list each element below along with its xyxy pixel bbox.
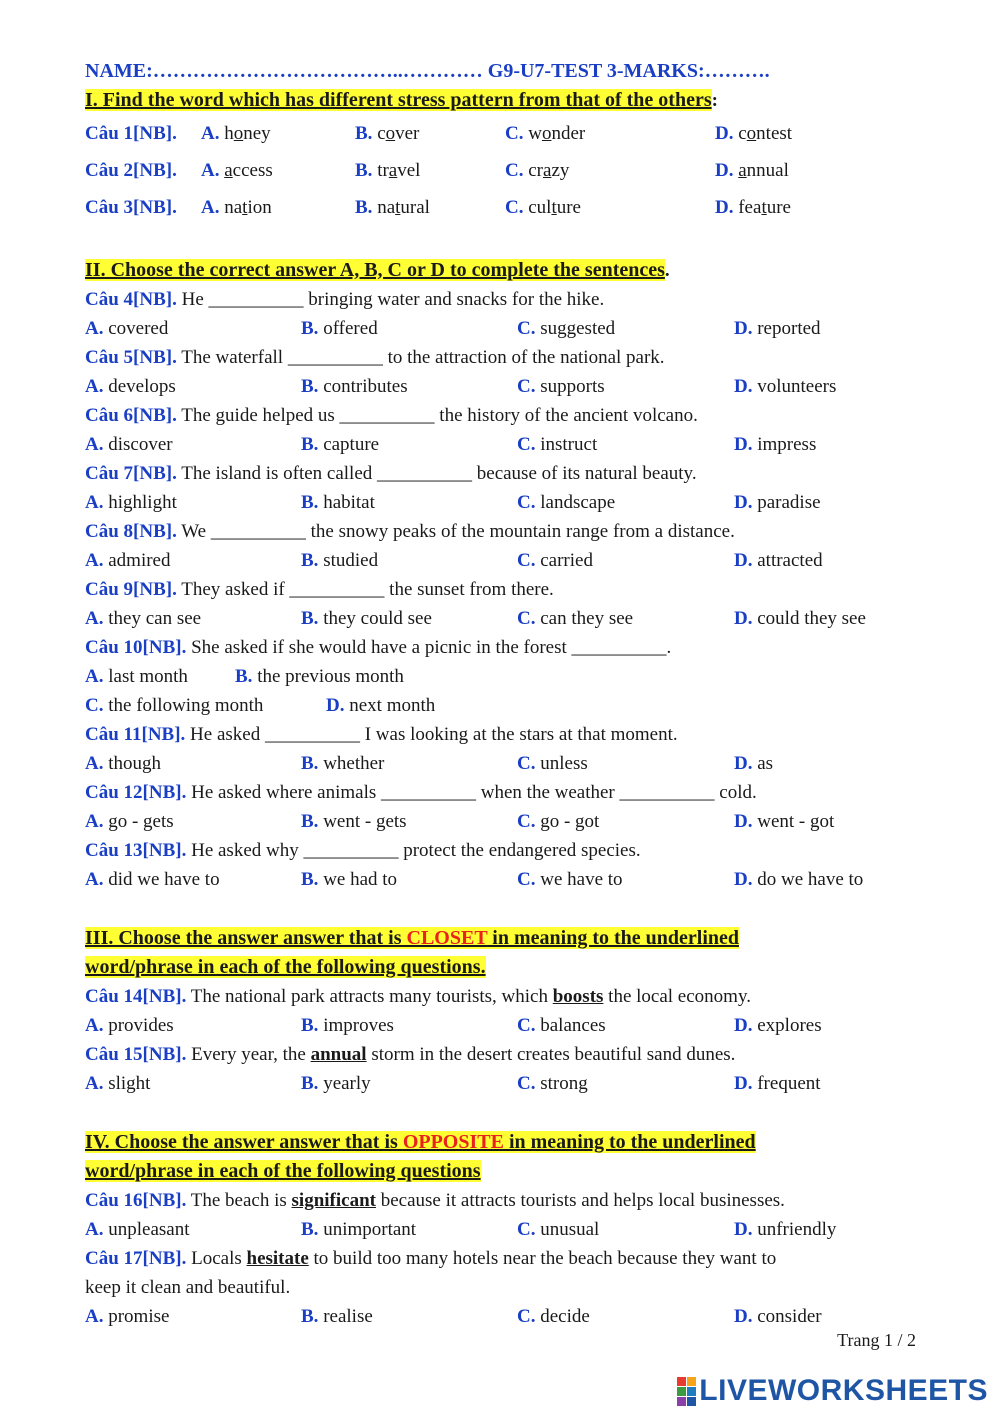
- question: [85, 115, 925, 152]
- option-d[interactable]: D. impress: [734, 434, 817, 455]
- option-d[interactable]: D. could they see: [734, 608, 866, 629]
- option-d[interactable]: D. paradise: [734, 492, 821, 513]
- option-a[interactable]: A. provides: [85, 1015, 174, 1036]
- options-row: [85, 314, 925, 343]
- underlined-keyword: significant: [291, 1190, 376, 1211]
- question: [85, 1040, 925, 1069]
- option-a[interactable]: A. last month: [85, 666, 188, 687]
- option-d[interactable]: D. frequent: [734, 1073, 821, 1094]
- option-b[interactable]: B. they could see: [301, 608, 432, 629]
- question-10: [85, 633, 925, 662]
- option-b[interactable]: B. capture: [301, 434, 380, 455]
- option-b[interactable]: B. improves: [301, 1015, 394, 1036]
- section3-title-line1: [85, 924, 925, 953]
- question-label: Câu 5[NB].: [85, 347, 177, 368]
- logo-square: [687, 1377, 696, 1386]
- option-c[interactable]: C. decide: [517, 1306, 590, 1327]
- section4-title-b: in meaning to the underlined: [503, 1131, 756, 1153]
- question-label: Câu 7[NB].: [85, 463, 177, 484]
- option-a[interactable]: A. discover: [85, 434, 173, 455]
- question-label: Câu 10[NB].: [85, 637, 187, 658]
- option-a[interactable]: A. they can see: [85, 608, 202, 629]
- question-text: He asked why __________ protect the endangered species.: [191, 840, 641, 861]
- question: [85, 836, 925, 865]
- options-row: [85, 749, 925, 778]
- options-row: [85, 604, 925, 633]
- q10-options-row1: [85, 662, 925, 691]
- section3-title-line2: [85, 953, 925, 982]
- logo-square: [687, 1387, 696, 1396]
- option-d[interactable]: D. explores: [734, 1015, 822, 1036]
- section4-title-line2-text: word/phrase in each of the following questions: [85, 1160, 481, 1182]
- option-c[interactable]: C. balances: [517, 1015, 606, 1036]
- section2-title: II. Choose the correct answer A, B, C or D to complete the sentences: [85, 259, 665, 281]
- option-b[interactable]: B. cover: [355, 123, 420, 144]
- question-label: Câu 12[NB].: [85, 782, 187, 803]
- question-text: We __________ the snowy peaks of the mountain range from a distance.: [181, 521, 735, 542]
- section3-title-red: CLOSET: [406, 927, 488, 949]
- question-label: Câu 11[NB].: [85, 724, 186, 745]
- option-a[interactable]: A. covered: [85, 318, 169, 339]
- q10-options-row2: [85, 691, 925, 720]
- option-c[interactable]: C. strong: [517, 1073, 588, 1094]
- header-line: NAME:………………………………..………… G9-U7-TEST 3-MARKS:……….: [85, 60, 770, 82]
- options-row: [85, 865, 925, 894]
- section1-title-suffix: :: [711, 90, 718, 111]
- question-label: Câu 4[NB].: [85, 289, 177, 310]
- option-a[interactable]: A. though: [85, 753, 162, 774]
- section3-title-line2-text: word/phrase in each of the following questions.: [85, 956, 486, 978]
- logo-square: [677, 1377, 686, 1386]
- options-row: [85, 1069, 925, 1098]
- option-b[interactable]: B. whether: [301, 753, 385, 774]
- option-a[interactable]: A. unpleasant: [85, 1219, 190, 1240]
- option-c[interactable]: C. crazy: [505, 160, 570, 181]
- options-row: [85, 372, 925, 401]
- section4-title-line2: [85, 1157, 925, 1186]
- option-a[interactable]: A. did we have to: [85, 869, 220, 890]
- option-c[interactable]: C. go - got: [517, 811, 600, 832]
- liveworksheets-logo-icon: [677, 1377, 696, 1406]
- question-label: Câu 8[NB].: [85, 521, 177, 542]
- section1-title-line: [85, 86, 925, 115]
- options-row: [85, 430, 925, 459]
- option-d[interactable]: D. attracted: [734, 550, 823, 571]
- option-d[interactable]: D. contest: [715, 123, 793, 144]
- question-label: Câu 14[NB].: [85, 986, 187, 1007]
- option-c[interactable]: C. suggested: [517, 318, 616, 339]
- option-c[interactable]: C. supports: [517, 376, 605, 397]
- question: [85, 982, 925, 1011]
- option-c[interactable]: C. the following month: [85, 695, 264, 716]
- option-d[interactable]: D. consider: [734, 1306, 822, 1327]
- brand-name: LIVEWORKSHEETS: [699, 1374, 988, 1407]
- section1-questions: [85, 115, 925, 226]
- option-b[interactable]: B. travel: [355, 160, 421, 181]
- question: [85, 152, 925, 189]
- option-c[interactable]: C. culture: [505, 197, 581, 218]
- section2-title-suffix: .: [664, 260, 670, 281]
- question-label: Câu 2[NB].: [85, 160, 177, 181]
- section4-title-red: OPPOSITE: [402, 1131, 504, 1153]
- underlined-keyword: annual: [310, 1044, 367, 1065]
- option-b[interactable]: B. realise: [301, 1306, 373, 1327]
- option-a[interactable]: A. promise: [85, 1306, 170, 1327]
- question-text: He __________ bringing water and snacks for the hike.: [181, 289, 605, 310]
- liveworksheets-brand: [677, 1374, 988, 1408]
- option-a[interactable]: A. develops: [85, 376, 176, 397]
- question-text-pre: The beach is: [190, 1190, 292, 1211]
- option-c[interactable]: C. unusual: [517, 1219, 600, 1240]
- question-text-post: the local economy.: [603, 986, 751, 1007]
- section3-title-b: in meaning to the underlined: [487, 927, 739, 949]
- options-row: [85, 546, 925, 575]
- question: [85, 517, 925, 546]
- question-label: Câu 6[NB].: [85, 405, 177, 426]
- option-d[interactable]: D. next month: [326, 695, 436, 716]
- logo-square: [677, 1387, 686, 1396]
- worksheet-page: [85, 56, 925, 1331]
- option-c[interactable]: C. carried: [517, 550, 593, 571]
- option-c[interactable]: C. unless: [517, 753, 588, 774]
- question-text: She asked if she would have a picnic in the forest __________.: [191, 637, 672, 658]
- option-a[interactable]: A. access: [201, 160, 273, 181]
- option-d[interactable]: D. as: [734, 753, 774, 774]
- options-row: [85, 1302, 925, 1331]
- question-text: The waterfall __________ to the attraction of the national park.: [181, 347, 665, 368]
- option-d[interactable]: D. reported: [734, 318, 821, 339]
- question-text: He asked __________ I was looking at the stars at that moment.: [190, 724, 678, 745]
- logo-square: [687, 1397, 696, 1406]
- logo-square: [677, 1397, 686, 1406]
- question-label: Câu 16[NB].: [85, 1190, 187, 1211]
- option-c[interactable]: C. can they see: [517, 608, 634, 629]
- option-d[interactable]: D. unfriendly: [734, 1219, 837, 1240]
- underlined-keyword: boosts: [552, 986, 604, 1007]
- question-label: Câu 15[NB].: [85, 1044, 187, 1065]
- question: [85, 720, 925, 749]
- underlined-keyword: hesitate: [246, 1248, 309, 1269]
- section4-title-a: IV. Choose the answer answer that is: [85, 1131, 403, 1153]
- option-a[interactable]: A. nation: [201, 197, 272, 218]
- options-row: [85, 807, 925, 836]
- option-c[interactable]: C. we have to: [517, 869, 623, 890]
- question: [85, 401, 925, 430]
- question-label: Câu 1[NB].: [85, 123, 177, 144]
- section3-questions: [85, 982, 925, 1098]
- question-line2: keep it clean and beautiful.: [85, 1277, 291, 1298]
- section2-questions-b: [85, 720, 925, 894]
- option-c[interactable]: C. wonder: [505, 123, 586, 144]
- question: [85, 189, 925, 226]
- option-a[interactable]: A. highlight: [85, 492, 177, 513]
- option-b[interactable]: B. went - gets: [301, 811, 407, 832]
- section2-questions-a: [85, 285, 925, 633]
- question-text: They asked if __________ the sunset from there.: [181, 579, 554, 600]
- question-label: Câu 9[NB].: [85, 579, 177, 600]
- option-d[interactable]: D. volunteers: [734, 376, 837, 397]
- option-d[interactable]: D. went - got: [734, 811, 835, 832]
- option-a[interactable]: A. slight: [85, 1073, 151, 1094]
- question-text-pre: Locals: [191, 1248, 247, 1269]
- section1-title: I. Find the word which has different stress pattern from that of the others: [85, 89, 712, 111]
- options-row: [85, 488, 925, 517]
- question-label: Câu 17[NB].: [85, 1248, 187, 1269]
- question: [85, 285, 925, 314]
- option-a[interactable]: A. go - gets: [85, 811, 174, 832]
- question-text-pre: The national park attracts many tourists, which: [190, 986, 553, 1007]
- option-d[interactable]: D. annual: [715, 160, 789, 181]
- question-text: He asked where animals __________ when the weather __________ cold.: [191, 782, 757, 803]
- question-text-post: to build too many hotels near the beach because they want to: [308, 1248, 777, 1269]
- question-text: The guide helped us __________ the history of the ancient volcano.: [181, 405, 698, 426]
- option-a[interactable]: A. admired: [85, 550, 171, 571]
- question-text: The island is often called __________ because of its natural beauty.: [181, 463, 697, 484]
- question: [85, 778, 925, 807]
- question-label: Câu 13[NB].: [85, 840, 187, 861]
- option-b[interactable]: B. habitat: [301, 492, 375, 513]
- option-c[interactable]: C. instruct: [517, 434, 598, 455]
- option-b[interactable]: B. we had to: [301, 869, 398, 890]
- option-b[interactable]: B. contributes: [301, 376, 408, 397]
- option-b[interactable]: B. natural: [355, 197, 430, 218]
- section4-title-line1: [85, 1128, 925, 1157]
- option-b[interactable]: B. offered: [301, 318, 378, 339]
- option-b[interactable]: B. studied: [301, 550, 379, 571]
- section2-title-line: [85, 256, 925, 285]
- option-b[interactable]: B. the previous month: [235, 666, 404, 687]
- question: [85, 1244, 925, 1273]
- section3-title-a: III. Choose the answer answer that is: [85, 927, 407, 949]
- question: [85, 343, 925, 372]
- question-text-pre: Every year, the: [191, 1044, 311, 1065]
- page-number: Trang 1 / 2: [837, 1330, 916, 1350]
- question: [85, 459, 925, 488]
- question: [85, 575, 925, 604]
- option-b[interactable]: B. yearly: [301, 1073, 371, 1094]
- options-row: [85, 1215, 925, 1244]
- option-b[interactable]: B. unimportant: [301, 1219, 417, 1240]
- option-d[interactable]: D. feature: [715, 197, 791, 218]
- option-a[interactable]: A. honey: [201, 123, 271, 144]
- question: [85, 1186, 925, 1215]
- option-c[interactable]: C. landscape: [517, 492, 616, 513]
- section4-questions: [85, 1186, 925, 1331]
- question-text-post: because it attracts tourists and helps local businesses.: [375, 1190, 785, 1211]
- question-label: Câu 3[NB].: [85, 197, 177, 218]
- option-d[interactable]: D. do we have to: [734, 869, 864, 890]
- question-text-post: storm in the desert creates beautiful sand dunes.: [366, 1044, 736, 1065]
- options-row: [85, 1011, 925, 1040]
